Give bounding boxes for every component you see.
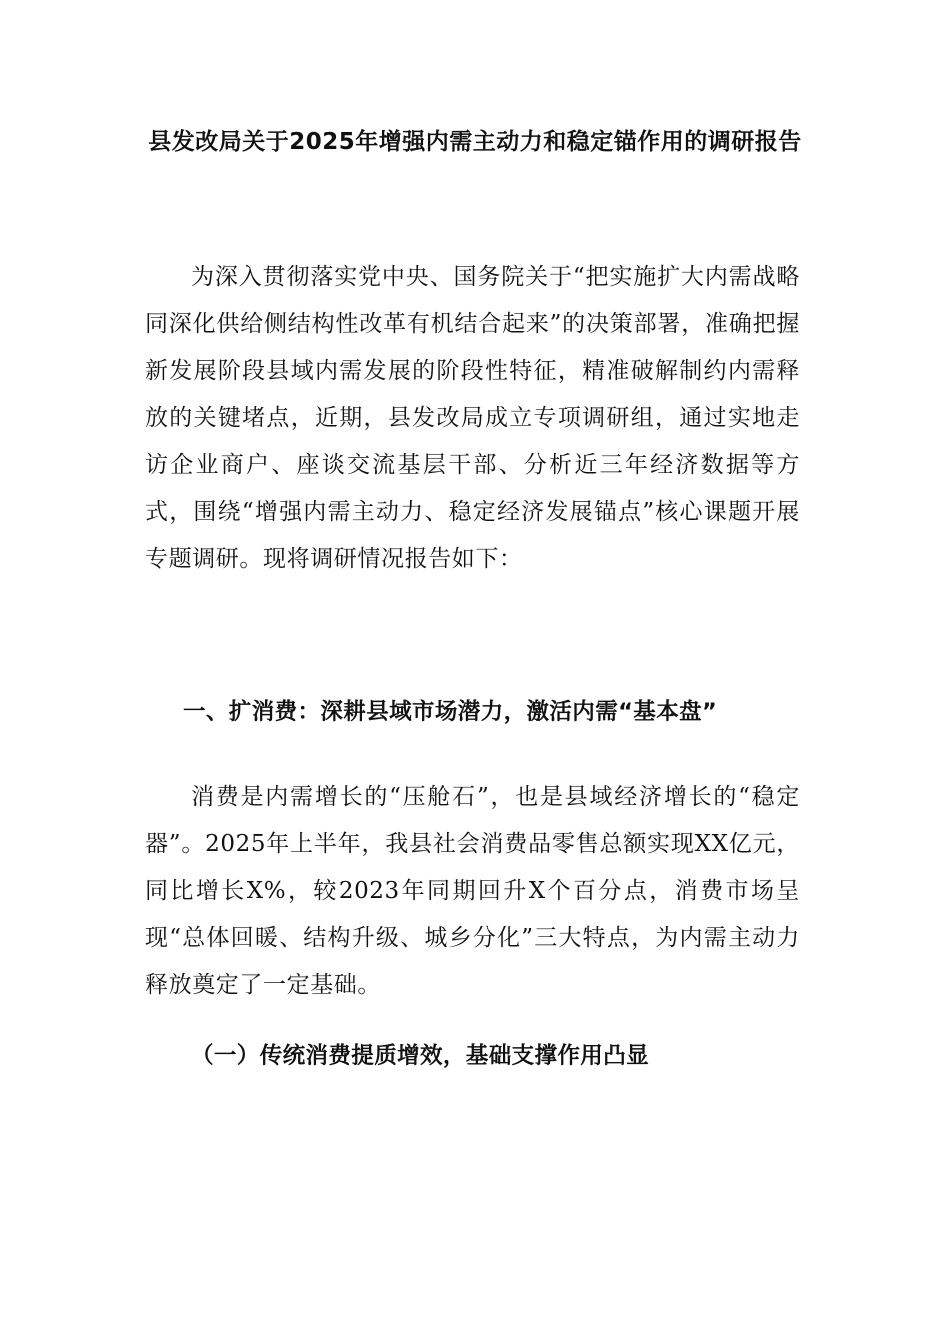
- intro-paragraph: 为深入贯彻落实党中央、国务院关于“把实施扩大内需战略同深化供给侧结构性改革有机结合起来”的决策部署，准确把握新发展阶段县域内需发展的阶段性特征，精准破解制约内需释放的关键堵点，近期，县发改局成立专项调研组，通过实地走访企业商户、座谈交流基层干部、分析近三年经济数据等方式，围绕“增强内需主动力、稳定经济发展锚点”核心课题开展专题调研。现将调研情况报告如下：: [145, 264, 800, 572]
- section-paragraph: 消费是内需增长的“压舱石”，也是县域经济增长的“稳定器”。2025年上半年，我县社会消费品零售总额实现XX亿元，同比增长X%，较2023年同期回升X个百分点，消费市场呈现“总体回暖、结构升级、城乡分化”三大特点，为内需主动力释放奠定了一定基础。: [145, 784, 800, 998]
- subsection-heading: （一）传统消费提质增效，基础支撑作用凸显: [191, 1043, 650, 1069]
- section-heading: 一、扩消费：深耕县域市场潜力，激活内需“基本盘”: [183, 699, 718, 725]
- document-title: 县发改局关于2025年增强内需主动力和稳定锚作用的调研报告: [148, 129, 802, 155]
